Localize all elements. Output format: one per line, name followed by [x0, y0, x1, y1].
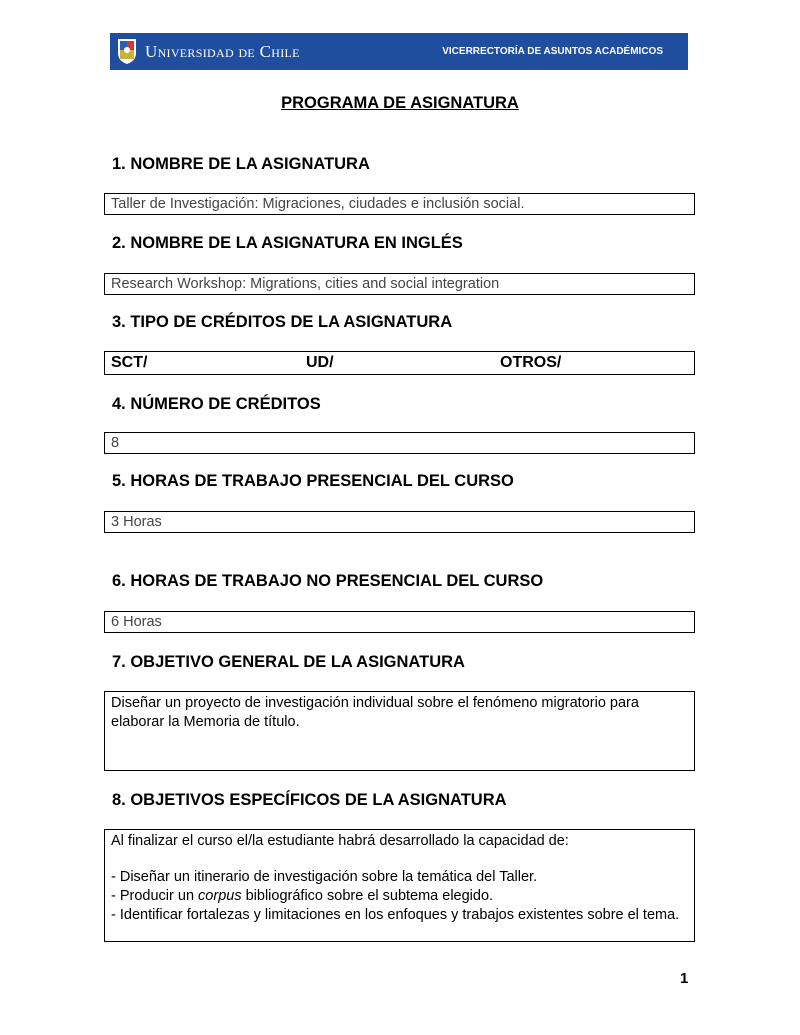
specific-objectives-intro: Al finalizar el curso el/la estudiante habrá desarrollado la capacidad de:: [111, 833, 569, 849]
specific-objective-text: bibliográfico sobre el subtema elegido.: [241, 888, 494, 904]
course-name-value: Taller de Investigación: Migraciones, ciudades e inclusión social.: [111, 196, 525, 212]
section-7-heading: 7. OBJETIVO GENERAL DE LA ASIGNATURA: [112, 653, 465, 671]
section-8-box: [104, 829, 695, 942]
section-6-box: [104, 611, 695, 633]
section-2-heading: 2. NOMBRE DE LA ASIGNATURA EN INGLÉS: [112, 234, 463, 252]
section-8-heading: 8. OBJETIVOS ESPECÍFICOS DE LA ASIGNATURA: [112, 791, 507, 809]
credit-type-otros: OTROS/: [500, 354, 562, 371]
section-6-heading: 6. HORAS DE TRABAJO NO PRESENCIAL DEL CURSO: [112, 572, 544, 590]
credits-number-value: 8: [111, 435, 120, 451]
vicerrectoria-label: VICERRECTORÍA DE ASUNTOS ACADÉMICOS: [442, 46, 663, 57]
specific-objective-item: - Identificar fortalezas y limitaciones en los enfoques y trabajos existentes sobre el tema.: [111, 907, 680, 923]
credit-type-ud: UD/: [306, 354, 334, 371]
specific-objective-item: - Diseñar un itinerario de investigación sobre la temática del Taller.: [111, 869, 538, 885]
university-crest-icon: [116, 37, 138, 65]
document-title: PROGRAMA DE ASIGNATURA: [281, 94, 519, 112]
section-3-box: [104, 351, 695, 375]
section-1-heading: 1. NOMBRE DE LA ASIGNATURA: [112, 155, 370, 173]
university-name: Universidad de Chile: [145, 42, 300, 61]
section-5-heading: 5. HORAS DE TRABAJO PRESENCIAL DEL CURSO: [112, 472, 514, 490]
section-1-box: [104, 193, 695, 215]
section-5-box: [104, 511, 695, 533]
section-3-heading: 3. TIPO DE CRÉDITOS DE LA ASIGNATURA: [112, 313, 453, 331]
section-2-box: [104, 273, 695, 295]
corpus-emphasis: corpus: [198, 888, 242, 904]
specific-objective-text: - Producir un: [111, 888, 199, 904]
section-4-heading: 4. NÚMERO DE CRÉDITOS: [112, 395, 321, 413]
section-7-box: [104, 691, 695, 771]
general-objective-text: Diseñar un proyecto de investigación individual sobre el fenómeno migratorio para elaborar la Memoria de título.: [111, 695, 639, 730]
section-4-box: [104, 432, 695, 454]
course-name-english-value: Research Workshop: Migrations, cities and social integration: [111, 276, 500, 292]
credit-type-sct: SCT/: [111, 354, 148, 371]
page-number: 1: [680, 970, 689, 987]
specific-objective-item: [111, 887, 688, 906]
university-banner: [110, 33, 688, 70]
presential-hours-value: 3 Horas: [111, 514, 162, 530]
non-presential-hours-value: 6 Horas: [111, 614, 162, 630]
